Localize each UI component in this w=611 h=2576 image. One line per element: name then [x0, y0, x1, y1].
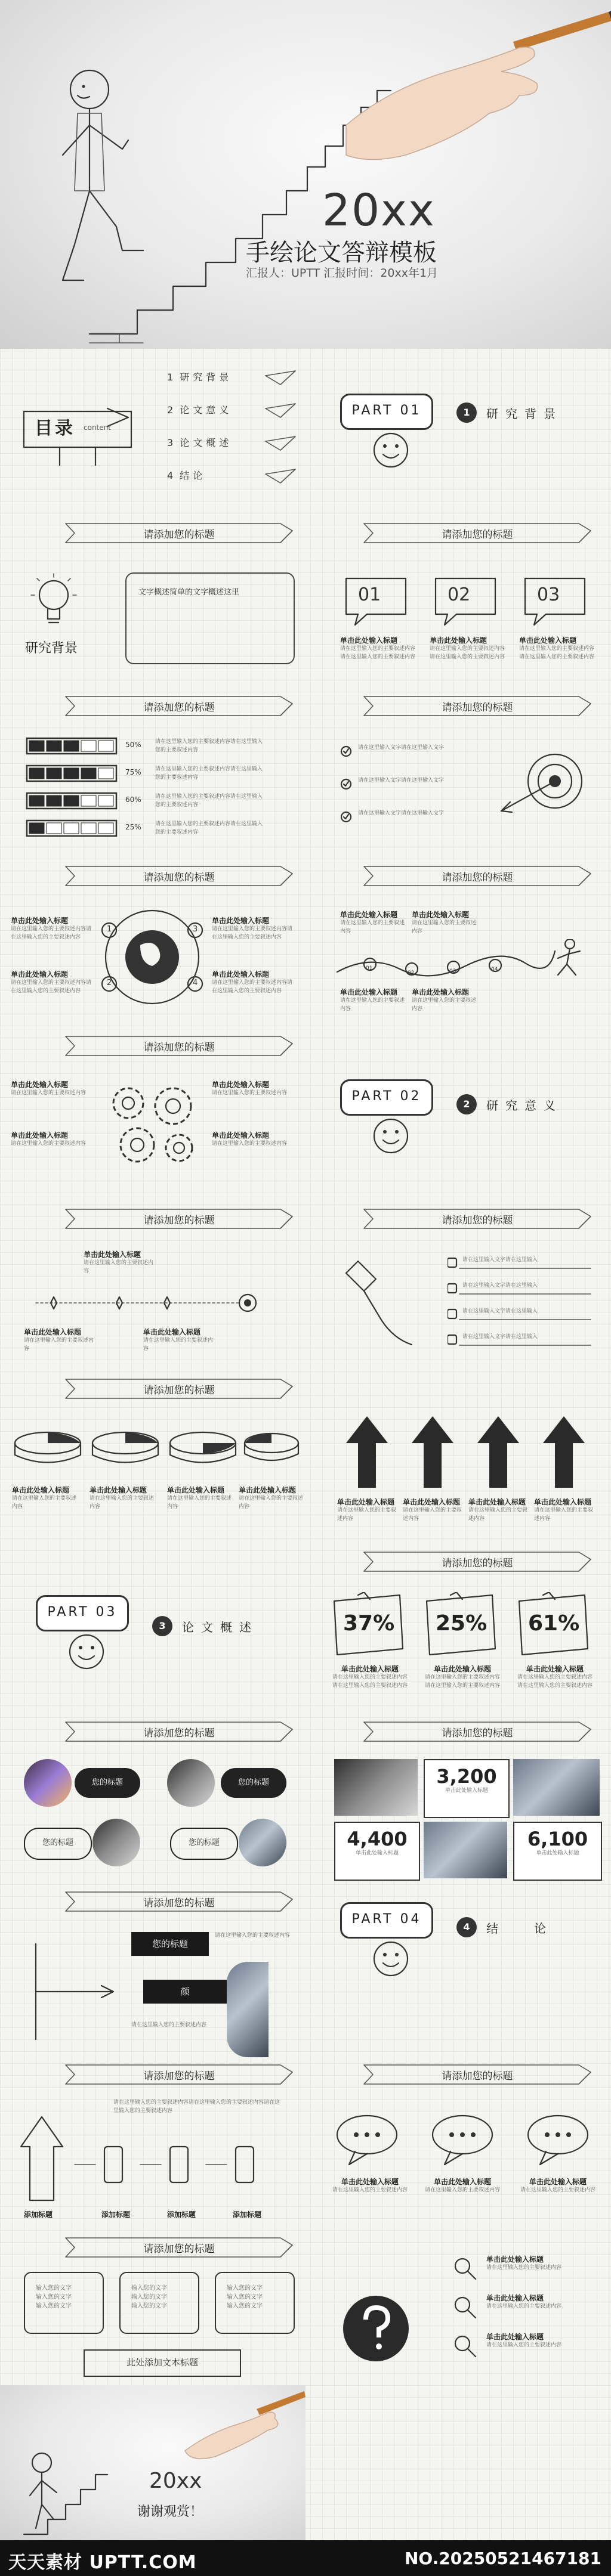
toc-num: 3: [167, 437, 177, 448]
bar-description: 请在这里输入您的主要叙述内容请在这里输入您的主要叙述内容: [155, 739, 263, 753]
bubble-caption: 单击此处输入标题 请在这里输入您的主要叙述内容请在这里输入您的主要叙述内容: [519, 636, 595, 660]
progress-segment: [47, 823, 61, 834]
progress-segment: [47, 795, 61, 806]
progress-segment: [98, 741, 113, 751]
progress-segment: [64, 768, 79, 779]
percent-label: 50%: [125, 741, 141, 749]
title-pill: 您的标题: [221, 1768, 286, 1798]
photo: [227, 1962, 269, 2057]
footer-code: NO.20250521467181: [404, 2549, 601, 2568]
block-caption: 添加标题: [167, 2210, 196, 2219]
arrow-blocks-icon: [18, 2111, 298, 2206]
cycle-text: 单击此处输入标题 请在这里输入您的主要叙述内容请在这里输入您的主要叙述内容: [212, 970, 293, 994]
chat-text: 单击此处输入标题 请在这里输入您的主要叙述内容: [332, 2178, 408, 2193]
title-banner: [60, 1374, 298, 1403]
toc-item-1[interactable]: [167, 370, 232, 383]
ending-title: 20xx: [149, 2469, 202, 2493]
part-label: PART 04: [351, 1912, 422, 1927]
chat-bubbles-icon: [331, 2111, 606, 2171]
section-title: 研究意义: [486, 1098, 563, 1113]
toc-num: 2: [167, 404, 177, 416]
hand-with-pencil-icon: [167, 2385, 306, 2469]
chat-text: 单击此处输入标题 请在这里输入您的主要叙述内容: [520, 2178, 595, 2193]
toc-item-4[interactable]: [167, 468, 206, 482]
star-path-slide: [12, 1249, 298, 1368]
stat-box: 4,400 单击此处输入标题: [334, 1822, 420, 1881]
banner-text: 请添加您的标题: [143, 1897, 215, 1909]
progress-slide: [24, 733, 298, 853]
percent-label: 75%: [125, 768, 141, 776]
title-banner: [60, 2233, 298, 2262]
path-text: 单击此处输入标题 请在这里输入您的主要叙述内容: [84, 1250, 154, 1274]
gear-text: 单击此处输入标题 请在这里输入您的主要叙述内容: [11, 1080, 87, 1096]
section-title: 研究背景: [486, 407, 563, 421]
checklist-item: 请在这里输入文字请在这里输入文字: [358, 778, 445, 784]
title-banner: [60, 692, 298, 720]
cycle-number: 3: [193, 925, 198, 934]
chat-bubbles-slide: [331, 2111, 606, 2224]
photo-circle: [24, 1759, 72, 1807]
banner-text: 请添加您的标题: [442, 2070, 513, 2082]
timeline-num: 03: [449, 968, 456, 974]
gear-text: 单击此处输入标题 请在这里输入您的主要叙述内容: [212, 1131, 288, 1147]
banner-text: 请添加您的标题: [143, 1385, 215, 1397]
bar-description: 请在这里输入您的主要叙述内容请在这里输入您的主要叙述内容: [155, 766, 263, 781]
cycle-number: 4: [193, 979, 198, 987]
part-02-box: [340, 1079, 433, 1116]
part-label: PART 01: [351, 403, 422, 418]
banner-text: 请添加您的标题: [143, 1042, 215, 1054]
title-banner: [60, 1032, 298, 1060]
progress-segment: [47, 768, 61, 779]
progress-segment: [29, 823, 44, 834]
title-banner: [60, 2060, 298, 2089]
title-banner: [358, 2060, 597, 2089]
numbered-bubbles-slide: [334, 572, 609, 674]
percent-label: 25%: [125, 823, 141, 831]
title-banner: [60, 862, 298, 890]
up-arrows-icon: [334, 1413, 609, 1491]
banner-text: 请添加您的标题: [442, 529, 513, 541]
timeline-num: 04: [491, 967, 498, 973]
list-item: 请在这里输入文字请在这里输入: [462, 1257, 538, 1263]
globe-cycle-icon: [98, 903, 206, 1011]
timeline-slide: [334, 909, 609, 1023]
target-icon: [495, 745, 597, 829]
gear-text: 单击此处输入标题 请在这里输入您的主要叙述内容: [11, 1131, 87, 1147]
brush-desc: 请在这里输入您的主要叙述内容: [131, 2022, 207, 2028]
checklist-slide: [334, 739, 609, 853]
bar-description: 请在这里输入您的主要叙述内容请在这里输入您的主要叙述内容: [155, 794, 263, 808]
cycle-text: 单击此处输入标题 请在这里输入您的主要叙述内容请在这里输入您的主要叙述内容: [212, 917, 293, 940]
pencil-icon: [340, 1255, 418, 1357]
list-item: 请在这里输入文字请在这里输入: [462, 1308, 538, 1314]
toc-badge: 目录: [35, 418, 75, 439]
list-item: 请在这里输入文字请在这里输入: [462, 1283, 538, 1289]
title-banner: [60, 1887, 298, 1916]
note-text: 单击此处输入标题 请在这里输入您的主要叙述内容请在这里输入您的主要叙述内容: [424, 1665, 500, 1689]
block-caption: 添加标题: [233, 2210, 262, 2219]
section-number: 1: [456, 402, 477, 423]
banner-text: 请添加您的标题: [143, 1215, 215, 1227]
photo: [424, 1822, 507, 1878]
title-banner: [358, 862, 597, 890]
cover-slide: [0, 0, 611, 349]
ending-slide: [0, 2385, 306, 2540]
path-text: 单击此处输入标题 请在这里输入您的主要叙述内容: [24, 1328, 94, 1352]
checklist-item: 请在这里输入文字请在这里输入文字: [358, 810, 445, 816]
banner-text: 请添加您的标题: [143, 529, 215, 541]
cover-subtitle: 手绘论文答辩模板: [246, 239, 437, 267]
cycle-text: 单击此处输入标题 请在这里输入您的主要叙述内容请在这里输入您的主要叙述内容: [11, 917, 92, 940]
smiley-icon: [370, 1938, 412, 1980]
check-icon: [340, 745, 352, 835]
toc-label: 论文概述: [180, 437, 233, 448]
timeline-text: 单击此处输入标题 请在这里输入您的主要叙述内容: [340, 911, 405, 934]
progress-segment: [81, 795, 96, 806]
pencil-list-slide: [334, 1249, 609, 1368]
description-box: [125, 572, 295, 664]
blocks-slide: [18, 2099, 298, 2224]
note-text: 单击此处输入标题 请在这里输入您的主要叙述内容请在这里输入您的主要叙述内容: [332, 1665, 408, 1689]
progress-segment: [81, 823, 96, 834]
progress-bars: [24, 733, 125, 847]
part-01-box: [340, 394, 433, 430]
title-banner: [358, 692, 597, 720]
bubble-number: 03: [537, 584, 560, 605]
bubble-number: 01: [358, 584, 381, 605]
gears-slide: [6, 1073, 304, 1175]
lightbulb-icon: [30, 572, 78, 626]
percent-stat: 61%: [528, 1611, 580, 1636]
photo-circle: [92, 1819, 140, 1866]
cycle-text: 单击此处输入标题 请在这里输入您的主要叙述内容请在这里输入您的主要叙述内容: [11, 970, 92, 994]
search-text: 单击此处输入标题 请在这里输入您的主要叙述内容: [486, 2255, 562, 2271]
disc-text: 单击此处输入标题 请在这里输入您的主要叙述内容: [12, 1486, 77, 1510]
progress-segment: [98, 768, 113, 779]
search-text: 单击此处输入标题 请在这里输入您的主要叙述内容: [486, 2294, 562, 2309]
banner-text: 请添加您的标题: [143, 702, 215, 714]
background-heading: 研究背景: [25, 641, 78, 656]
block-caption: 添加标题: [24, 2210, 53, 2219]
title-pill: 您的标题: [24, 1828, 92, 1860]
cycle-number: 1: [107, 925, 112, 934]
brush-title: 您的标题: [131, 1932, 209, 1956]
progress-segment: [81, 768, 96, 779]
banner-text: 请添加您的标题: [143, 2070, 215, 2082]
banner-text: 请添加您的标题: [442, 702, 513, 714]
title-banner: [60, 1717, 298, 1746]
banner-text: 请添加您的标题: [442, 872, 513, 884]
sticky-notes-slide: [331, 1592, 606, 1705]
brush-title-2: 颜: [143, 1980, 227, 2004]
timeline-text: 单击此处输入标题 请在这里输入您的主要叙述内容: [412, 988, 477, 1012]
stat-box: 3,200 单击此处输入标题: [424, 1759, 510, 1818]
search-icon: [450, 2254, 480, 2367]
stats-grid-slide: [334, 1759, 603, 1878]
list-item: 请在这里输入文字请在这里输入: [462, 1334, 538, 1340]
photo: [334, 1759, 418, 1816]
banner-text: 请添加您的标题: [442, 1215, 513, 1227]
block-caption: 添加标题: [101, 2210, 131, 2219]
smiley-icon: [370, 429, 412, 471]
photo-circle: [239, 1819, 286, 1866]
arrow-text: 单击此处输入标题 请在这里输入您的主要叙述内容: [534, 1498, 594, 1522]
ending-thanks: 谢谢观赏！: [137, 2504, 203, 2519]
bracket-arrows-icon: [24, 1932, 131, 2051]
bubble-caption: 单击此处输入标题 请在这里输入您的主要叙述内容请在这里输入您的主要叙述内容: [430, 636, 505, 660]
stat-box: 6,100 单击此处输入标题: [513, 1822, 602, 1881]
search-text: 单击此处输入标题 请在这里输入您的主要叙述内容: [486, 2333, 562, 2348]
progress-segment: [29, 768, 44, 779]
pie-discs-icon: [6, 1419, 304, 1485]
toc-badge-small: content: [84, 423, 111, 432]
progress-segment: [29, 741, 44, 751]
description-text: 文字概述简单的文字概述这里: [138, 588, 240, 597]
disc-text: 单击此处输入标题 请在这里输入您的主要叙述内容: [239, 1486, 304, 1510]
part-03-slide: [30, 1586, 292, 1676]
progress-segment: [64, 741, 79, 751]
progress-segment: [29, 795, 44, 806]
toc-num: 4: [167, 470, 177, 481]
text-box: 输入您的文字 输入您的文字 输入您的文字: [119, 2272, 199, 2334]
cycle-slide: [6, 903, 304, 1023]
gears-icon: [101, 1079, 209, 1169]
percent-label: 60%: [125, 795, 141, 804]
percent-stat: 37%: [343, 1611, 395, 1636]
percent-stat: 25%: [436, 1611, 487, 1636]
timeline-num: 01: [366, 965, 373, 971]
title-banner: [358, 519, 597, 547]
chat-text: 单击此处输入标题 请在这里输入您的主要叙述内容: [424, 2178, 500, 2193]
arrow-text: 单击此处输入标题 请在这里输入您的主要叙述内容: [337, 1498, 397, 1522]
part-04-slide: [334, 1890, 597, 1980]
section-title: 结论: [486, 1921, 582, 1936]
banner-text: 请添加您的标题: [143, 2243, 215, 2255]
gear-text: 单击此处输入标题 请在这里输入您的主要叙述内容: [212, 1080, 288, 1096]
progress-segment: [81, 741, 96, 751]
banner-text: 请添加您的标题: [442, 1558, 513, 1569]
cover-title: 20xx: [322, 185, 436, 236]
arrows-slide: [334, 1413, 609, 1538]
disc-text: 单击此处输入标题 请在这里输入您的主要叙述内容: [167, 1486, 232, 1510]
footer-title-box: 此处添加文本标题: [84, 2349, 241, 2377]
part-04-box: [340, 1902, 433, 1939]
title-banner: [60, 1205, 298, 1233]
cover-meta: 汇报人：UPTT 汇报时间：20xx年1月: [246, 267, 439, 280]
timeline-text: 单击此处输入标题 请在这里输入您的主要叙述内容: [412, 911, 477, 934]
path-text: 单击此处输入标题 请在这里输入您的主要叙述内容: [143, 1328, 214, 1352]
toc-item-2[interactable]: [167, 402, 232, 416]
section-title: 论文概述: [182, 1620, 258, 1634]
hand-with-pencil-icon: [310, 0, 611, 179]
intro-text: 请在这里输入您的主要叙述内容请在这里输入您的主要叙述内容请在这里输入您的主要叙述内容: [113, 2100, 280, 2114]
running-path-icon: [334, 939, 609, 987]
part-03-box: [36, 1595, 129, 1631]
stairs-climber-illustration: [12, 2409, 131, 2540]
banner-text: 请添加您的标题: [143, 872, 215, 884]
title-pill: 您的标题: [170, 1828, 238, 1860]
star-path-icon: [12, 1279, 298, 1327]
title-banner: [358, 1547, 597, 1576]
timeline-num: 02: [408, 970, 415, 976]
text-box: 输入您的文字 输入您的文字 输入您的文字: [24, 2272, 104, 2334]
text-boxes-slide: [24, 2272, 298, 2379]
progress-segment: [47, 741, 61, 751]
question-slide: [331, 2254, 606, 2379]
title-pill: 您的标题: [75, 1768, 140, 1798]
toc-label: 研究背景: [180, 371, 233, 383]
progress-segment: [64, 795, 79, 806]
progress-segment: [98, 795, 113, 806]
title-banner: [60, 519, 298, 547]
note-text: 单击此处输入标题 请在这里输入您的主要叙述内容请在这里输入您的主要叙述内容: [517, 1665, 593, 1689]
cycle-number: 2: [107, 979, 112, 987]
progress-segment: [98, 823, 113, 834]
text-box: 输入您的文字 输入您的文字 输入您的文字: [215, 2272, 295, 2334]
smiley-icon: [66, 1631, 107, 1673]
banner-text: 请添加您的标题: [143, 1727, 215, 1739]
section-number: 3: [152, 1616, 172, 1636]
brush-desc: 请在这里输入您的主要叙述内容: [215, 1933, 291, 1939]
toc-label: 结论: [180, 470, 206, 481]
toc-label: 论文意义: [180, 404, 233, 416]
bar-description: 请在这里输入您的主要叙述内容请在这里输入您的主要叙述内容: [155, 821, 263, 835]
arrow-text: 单击此处输入标题 请在这里输入您的主要叙述内容: [403, 1498, 462, 1522]
brush-slide: [24, 1926, 298, 2069]
discs-slide: [6, 1419, 304, 1538]
list-lines: [448, 1255, 597, 1357]
section-number: 2: [456, 1094, 477, 1114]
bubble-number: 02: [448, 584, 471, 605]
background-slide: [12, 566, 298, 668]
part-01-slide: [334, 382, 597, 471]
section-number: 4: [456, 1917, 477, 1937]
toc-num: 1: [167, 371, 177, 383]
question-mark-icon: [331, 2284, 421, 2373]
watermark-footer: [0, 2540, 611, 2576]
progress-segment: [64, 823, 79, 834]
part-label: PART 03: [47, 1605, 118, 1620]
timeline-text: 单击此处输入标题 请在这里输入您的主要叙述内容: [340, 988, 405, 1012]
part-02-slide: [334, 1067, 597, 1157]
part-label: PART 02: [351, 1089, 422, 1104]
toc-slide: [0, 352, 306, 513]
smiley-icon: [370, 1115, 412, 1157]
title-banner: [358, 1205, 597, 1233]
paper-plane-icon: [263, 370, 298, 495]
title-banner: [358, 1717, 597, 1746]
disc-text: 单击此处输入标题 请在这里输入您的主要叙述内容: [90, 1486, 155, 1510]
footer-site: 天天素材 UPTT.COM: [8, 2552, 197, 2573]
photo-circle: [167, 1759, 215, 1807]
toc-item-3[interactable]: [167, 435, 232, 449]
checklist-item: 请在这里输入文字请在这里输入文字: [358, 745, 445, 751]
arrow-text: 单击此处输入标题 请在这里输入您的主要叙述内容: [468, 1498, 528, 1522]
photo: [513, 1759, 600, 1816]
circle-photos-slide: [18, 1756, 298, 1887]
banner-text: 请添加您的标题: [442, 1727, 513, 1739]
bubble-caption: 单击此处输入标题 请在这里输入您的主要叙述内容请在这里输入您的主要叙述内容: [340, 636, 416, 660]
